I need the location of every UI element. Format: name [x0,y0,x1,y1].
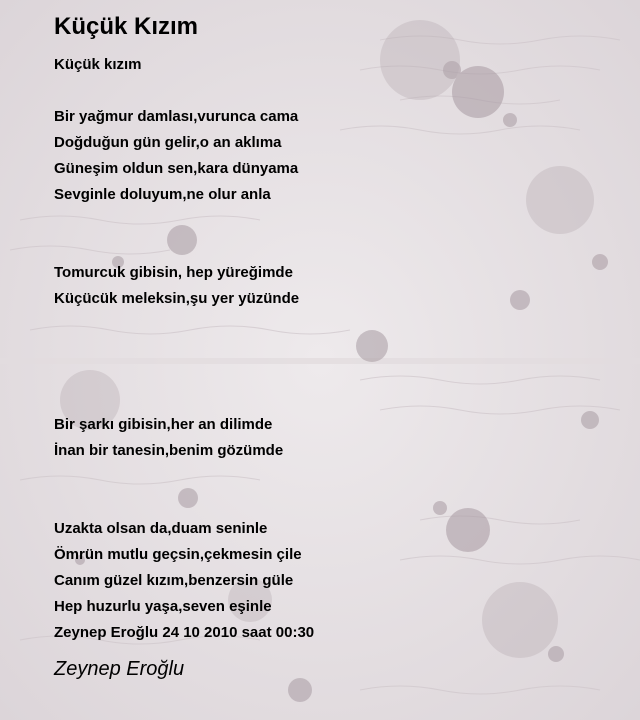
stanza-3 [54,412,614,464]
poem-line: Küçücük meleksin,şu yer yüzünde [54,290,300,307]
poem-line: Uzakta olsan da,duam seninle [54,520,268,537]
poem-line: Bir şarkı gibisin,her an dilimde [54,416,273,433]
poem-line: Zeynep Eroğlu 24 10 2010 saat 00:30 [54,624,315,641]
poem-line: Canım güzel kızım,benzersin güle [54,572,294,589]
page-title: Küçük Kızım [54,13,199,40]
stanza-1 [54,104,614,208]
poem-line: Hep huzurlu yaşa,seven eşinle [54,598,272,615]
stanza-4 [54,516,614,646]
poem-line: Tomurcuk gibisin, hep yüreğimde [54,264,293,281]
poem-line: Ömrün mutlu geçsin,çekmesin çile [54,546,302,563]
poem-line: Güneşim oldun sen,kara dünyama [54,160,299,177]
stanza-2 [54,260,614,312]
poem-line: Doğduğun gün gelir,o an aklıma [54,134,282,151]
poem-line: İnan bir tanesin,benim gözümde [54,442,284,459]
poem-container [54,10,614,646]
poem-line: Bir yağmur damlası,vurunca cama [54,108,299,125]
author-name: Zeynep Eroğlu [54,658,185,680]
poem-title: Küçük kızım [54,56,142,73]
poem-line: Sevginle doluyum,ne olur anla [54,186,271,203]
